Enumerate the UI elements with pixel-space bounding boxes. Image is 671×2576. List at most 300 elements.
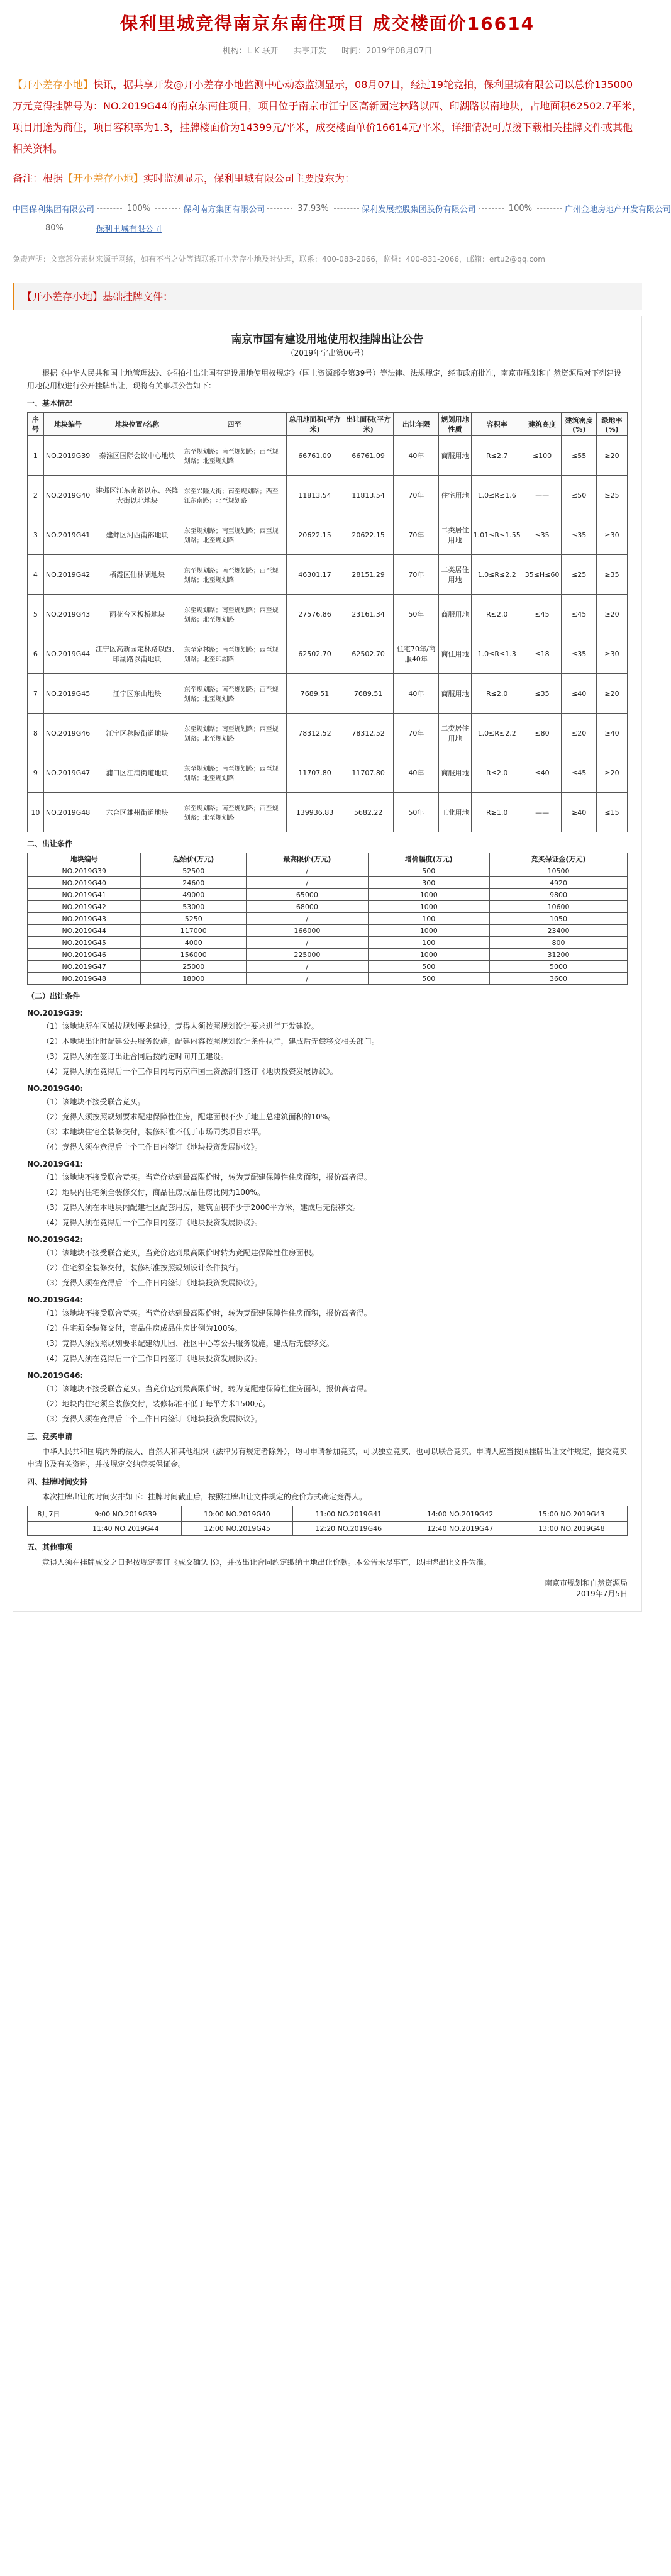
table-cell: ≤40: [523, 753, 562, 793]
table-row: [28, 515, 628, 555]
table-cell: 3600: [489, 973, 627, 985]
table-cell: 东至兴隆大街；南至规划路；西至江东南路；北至规划路: [182, 476, 286, 515]
table-cell: NO.2019G41: [43, 515, 92, 555]
table-cell: 12:00 NO.2019G45: [181, 1522, 292, 1536]
table-cell: R≥1.0: [471, 793, 523, 832]
doc-number: （2019年宁出第06号）: [286, 349, 369, 357]
table-cell: 9800: [489, 889, 627, 901]
table-row: [28, 901, 628, 913]
table-row: [28, 793, 628, 832]
table-row: [28, 913, 628, 925]
note-text: 实时监测显示，保利里城有限公司主要股东为：: [143, 172, 355, 184]
share-percent: 100%: [127, 204, 151, 213]
table-cell: 浦口区江浦街道地块: [92, 753, 182, 793]
table-cell: 12:20 NO.2019G46: [293, 1522, 404, 1536]
doc-section-heading: （二）出让条件: [27, 992, 80, 1000]
table-cell: /: [247, 877, 368, 889]
table-cell: 商服用地: [439, 753, 471, 793]
table-cell: 78312.52: [287, 714, 343, 753]
column-header: 序号: [28, 413, 44, 436]
table-cell: ≤35: [523, 515, 562, 555]
table-cell: 东至规划路；南至规划路；西至规划路；北至规划路: [182, 595, 286, 634]
disclaimer: 免责声明：文章部分素材来源于网络，如有不当之处等请联系开小差存小地及时处理，联系：400-083-2066，监督：400-831-2066，邮箱：ertu2@qq.com: [13, 247, 642, 271]
table-cell: 500: [368, 961, 489, 973]
table-cell: 25000: [141, 961, 247, 973]
table-cell: R≤2.0: [471, 595, 523, 634]
column-header: 地块位置/名称: [92, 413, 182, 436]
table-cell: 7689.51: [343, 674, 393, 714]
table-cell: NO.2019G48: [43, 793, 92, 832]
column-header: 容积率: [471, 413, 523, 436]
table-cell: 1.01≤R≤1.55: [471, 515, 523, 555]
table-cell: 52500: [141, 865, 247, 877]
doc-section-heading: 四、挂牌时间安排: [27, 1477, 88, 1486]
table-cell: /: [247, 865, 368, 877]
table-cell: 工业用地: [439, 793, 471, 832]
table-cell: ≤40: [562, 674, 597, 714]
table-cell: 156000: [141, 949, 247, 961]
table-cell: 江宁区高新园定林路以西、印湖路以南地块: [92, 634, 182, 674]
table-cell: ≤45: [523, 595, 562, 634]
table-cell: 65000: [247, 889, 368, 901]
table-cell: 东至规划路；南至规划路；西至规划路；北至规划路: [182, 753, 286, 793]
plot-condition: （3）竞得人须在竞得后十个工作日内签订《地块投资发展协议》。: [42, 1279, 262, 1287]
table-cell: 24600: [141, 877, 247, 889]
table-cell: 1.0≤R≤2.2: [471, 714, 523, 753]
table-cell: 东至规划路；南至规划路；西至规划路；北至规划路: [182, 555, 286, 595]
shareholder-link[interactable]: 中国保利集团有限公司: [13, 205, 95, 215]
table-row: [28, 961, 628, 973]
table-row: [28, 476, 628, 515]
table-row: [28, 925, 628, 937]
table-cell: ≥40: [562, 793, 597, 832]
plot-condition: （3）竞得人须在本地块内配建社区配套用房，建筑面积不少于2000平方米，建成后无偿移交。: [42, 1203, 361, 1212]
table-cell: ≥20: [597, 436, 628, 476]
table-header-row: [28, 413, 628, 436]
table-cell: ≥25: [597, 476, 628, 515]
doc-paragraph: 竞得人须在挂牌成交之日起按规定签订《成交确认书》，并按出让合同约定缴纳土地出让价款。本公告未尽事宜，以挂牌出让文件为准。: [42, 1558, 492, 1567]
plot-name: NO.2019G40:: [27, 1084, 84, 1093]
table-cell: 4920: [489, 877, 627, 889]
table-cell: 78312.52: [343, 714, 393, 753]
table-cell: ≥30: [597, 634, 628, 674]
notice-document: [13, 316, 642, 1612]
meta-org: 机构：L K 联开: [222, 47, 279, 56]
table-cell: ≤80: [523, 714, 562, 753]
chain-line: [479, 208, 504, 209]
plot-condition: （3）竞得人须按照规划要求配建幼儿园、社区中心等公共服务设施，建成后无偿移交。: [42, 1339, 334, 1348]
column-header: 增价幅度(万元): [368, 853, 489, 865]
table-cell: 40年: [394, 674, 439, 714]
table-cell: ≥20: [597, 595, 628, 634]
plot-condition: （3）竞得人须在签订出让合同后按约定时间开工建设。: [42, 1052, 228, 1061]
table-cell: 商服用地: [439, 595, 471, 634]
table-cell: 23400: [489, 925, 627, 937]
meta-time: 时间：2019年08月07日: [341, 47, 433, 56]
column-header: 建筑密度(%): [562, 413, 597, 436]
column-header: 地块编号: [43, 413, 92, 436]
table-cell: 66761.09: [287, 436, 343, 476]
table-cell: NO.2019G39: [28, 865, 141, 877]
chain-line: [155, 208, 180, 209]
table-cell: 5682.22: [343, 793, 393, 832]
table-cell: 1000: [368, 949, 489, 961]
table-cell: NO.2019G41: [28, 889, 141, 901]
table-cell: R≤2.0: [471, 674, 523, 714]
table-cell: NO.2019G45: [43, 674, 92, 714]
table-cell: 东至规划路；南至规划路；西至规划路；北至规划路: [182, 674, 286, 714]
table-cell: 62502.70: [343, 634, 393, 674]
table-cell: R≤2.7: [471, 436, 523, 476]
table-cell: 1: [28, 436, 44, 476]
table-header-row: [28, 853, 628, 865]
table-cell: NO.2019G48: [28, 973, 141, 985]
table-cell: ≤45: [562, 753, 597, 793]
table-cell: 11813.54: [287, 476, 343, 515]
table-cell: 建邺区江东南路以东、兴隆大街以北地块: [92, 476, 182, 515]
table-cell: 11707.80: [343, 753, 393, 793]
table-cell: 5250: [141, 913, 247, 925]
table-cell: 15:00 NO.2019G43: [516, 1506, 627, 1522]
table-cell: 70年: [394, 555, 439, 595]
table-cell: 10600: [489, 901, 627, 913]
table-cell: ≤100: [523, 436, 562, 476]
table-cell: 46301.17: [287, 555, 343, 595]
table-cell: /: [247, 973, 368, 985]
table-cell: 300: [368, 877, 489, 889]
table-cell: ≤15: [597, 793, 628, 832]
table-cell: 62502.70: [287, 634, 343, 674]
table-row: [28, 973, 628, 985]
note-pre: 备注：根据: [13, 172, 64, 184]
note-label: 【开小差存小地】: [63, 172, 144, 184]
plot-name: NO.2019G41:: [27, 1160, 84, 1168]
table-cell: 东至规划路；南至规划路；西至规划路；北至规划路: [182, 436, 286, 476]
column-header: 地块编号: [28, 853, 141, 865]
table-cell: ≤18: [523, 634, 562, 674]
land-table: [27, 412, 628, 832]
column-header: 起始价(万元): [141, 853, 247, 865]
doc-section-heading: 三、竞买申请: [27, 1432, 73, 1441]
table-cell: 139936.83: [287, 793, 343, 832]
table-cell: 31200: [489, 949, 627, 961]
table-cell: 500: [368, 865, 489, 877]
table-cell: 商住用地: [439, 634, 471, 674]
table-cell: 23161.34: [343, 595, 393, 634]
table-cell: NO.2019G44: [28, 925, 141, 937]
plot-condition: （1）该地块所在区域按规划要求建设，竞得人须按照规划设计要求进行开发建设。: [42, 1022, 319, 1031]
table-cell: 18000: [141, 973, 247, 985]
table-cell: 六合区雄州街道地块: [92, 793, 182, 832]
footer-date: 2019年7月5日: [576, 1589, 628, 1598]
table-cell: NO.2019G46: [43, 714, 92, 753]
table-cell: 商服用地: [439, 674, 471, 714]
column-header: 建筑高度: [523, 413, 562, 436]
chain-line: [97, 208, 122, 209]
table-row: [28, 937, 628, 949]
table-cell: 11:40 NO.2019G44: [70, 1522, 181, 1536]
table-cell: ——: [523, 793, 562, 832]
table-cell: 50年: [394, 793, 439, 832]
plot-condition: （2）地块内住宅须全装修交付，商品住房成品住房比例为100%。: [42, 1188, 265, 1197]
note-paragraph: [13, 170, 642, 188]
table-cell: ≤35: [562, 515, 597, 555]
shareholder-link[interactable]: 广州金地房地产开发有限公司: [564, 205, 671, 215]
share-percent: 37.93%: [297, 204, 329, 213]
table-cell: 住宅用地: [439, 476, 471, 515]
table-row: [28, 1522, 628, 1536]
table-cell: 50年: [394, 595, 439, 634]
table-cell: 4000: [141, 937, 247, 949]
table-cell: 建邺区河西南部地块: [92, 515, 182, 555]
table-cell: 100: [368, 913, 489, 925]
table-cell: 1.0≤R≤2.2: [471, 555, 523, 595]
table-cell: 49000: [141, 889, 247, 901]
table-cell: ≤25: [562, 555, 597, 595]
table-row: [28, 865, 628, 877]
table-cell: NO.2019G40: [28, 877, 141, 889]
table-cell: 100: [368, 937, 489, 949]
column-header: 四至: [182, 413, 286, 436]
plot-name: NO.2019G44:: [27, 1296, 84, 1304]
table-cell: 9:00 NO.2019G39: [70, 1506, 181, 1522]
table-cell: [28, 1522, 70, 1536]
column-header: 最高限价(万元): [247, 853, 368, 865]
table-cell: 14:00 NO.2019G42: [404, 1506, 516, 1522]
table-cell: 江宁区东山地块: [92, 674, 182, 714]
plot-condition: （2）地块内住宅须全装修交付，装修标准不低于每平方米1500元。: [42, 1399, 270, 1408]
page-title: 保利里城竞得南京东南住项目 成交楼面价16614: [119, 13, 535, 34]
schedule-table-body: [28, 1506, 628, 1536]
plot-condition: （2）住宅须全装修交付，商品住房成品住房比例为100%。: [42, 1324, 242, 1333]
doc-section-heading: 一、基本情况: [27, 399, 73, 408]
table-cell: 11813.54: [343, 476, 393, 515]
plot-conditions: [27, 1009, 628, 1425]
table-cell: 1000: [368, 889, 489, 901]
table-cell: ≤55: [562, 436, 597, 476]
table-row: [28, 889, 628, 901]
shareholder-row: [13, 203, 671, 215]
plot-condition: （2）竞得人须按照规划要求配建保障性住房，配建面积不少于地上总建筑面积的10%。: [42, 1112, 336, 1121]
doc-section-heading: 五、其他事项: [27, 1543, 73, 1552]
table-cell: 800: [489, 937, 627, 949]
table-cell: 5000: [489, 961, 627, 973]
plot-condition: （4）竞得人须在竞得后十个工作日内签订《地块投资发展协议》。: [42, 1354, 262, 1363]
column-header: 竞买保证金(万元): [489, 853, 627, 865]
shareholder-chain: [13, 199, 671, 238]
table-cell: ≥20: [597, 753, 628, 793]
plot-name: NO.2019G42:: [27, 1235, 84, 1244]
table-cell: 住宅70年/商服40年: [394, 634, 439, 674]
plot-condition: （1）该地块不接受联合竞买，当竞价达到最高限价时转为竞配建保障性住房面积。: [42, 1248, 319, 1257]
table-row: [28, 436, 628, 476]
table-cell: ≤50: [562, 476, 597, 515]
schedule-table: [27, 1506, 628, 1536]
table-cell: 20622.15: [343, 515, 393, 555]
doc-title: 南京市国有建设用地使用权挂牌出让公告: [231, 333, 424, 346]
table-cell: 225000: [247, 949, 368, 961]
bid-table: [27, 853, 628, 985]
table-row: [28, 595, 628, 634]
column-header: 出让年限: [394, 413, 439, 436]
table-cell: 166000: [247, 925, 368, 937]
column-header: 规划用地性质: [439, 413, 471, 436]
doc-section-heading: 二、出让条件: [27, 839, 73, 848]
table-cell: NO.2019G47: [43, 753, 92, 793]
intro-paragraph: [13, 74, 642, 160]
table-cell: 5: [28, 595, 44, 634]
table-cell: 117000: [141, 925, 247, 937]
table-cell: ≤35: [523, 674, 562, 714]
plot-condition: （3）本地块住宅全装修交付，装修标准不低于市场同类项目水平。: [42, 1128, 266, 1136]
table-cell: NO.2019G45: [28, 937, 141, 949]
table-cell: 11:00 NO.2019G41: [293, 1506, 404, 1522]
plot-condition: （4）竞得人须在竞得后十个工作日内签订《地块投资发展协议》。: [42, 1143, 262, 1151]
table-cell: 10:00 NO.2019G40: [181, 1506, 292, 1522]
table-cell: 70年: [394, 515, 439, 555]
table-cell: 东至规划路；南至规划路；西至规划路；北至规划路: [182, 793, 286, 832]
table-cell: NO.2019G40: [43, 476, 92, 515]
table-cell: NO.2019G46: [28, 949, 141, 961]
table-cell: 3: [28, 515, 44, 555]
table-cell: NO.2019G42: [43, 555, 92, 595]
table-cell: /: [247, 913, 368, 925]
chain-line: [334, 208, 359, 209]
footer-org: 南京市规划和自然资源局: [544, 1579, 628, 1588]
table-cell: ——: [523, 476, 562, 515]
plot-condition: （1）该地块不接受联合竞买。当竞价达到最高限价时，转为竞配建保障性住房面积，报价高者得。: [42, 1309, 372, 1318]
table-cell: 27576.86: [287, 595, 343, 634]
table-cell: NO.2019G39: [43, 436, 92, 476]
table-cell: NO.2019G42: [28, 901, 141, 913]
table-cell: 二类居住用地: [439, 714, 471, 753]
table-row: [28, 753, 628, 793]
plot-name: NO.2019G39:: [27, 1009, 84, 1017]
table-cell: 70年: [394, 714, 439, 753]
table-row: [28, 714, 628, 753]
table-row: [28, 634, 628, 674]
share-percent: 80%: [45, 223, 64, 233]
table-cell: NO.2019G44: [43, 634, 92, 674]
plot-name: NO.2019G46:: [27, 1371, 84, 1380]
column-header: 出让面积(平方米): [343, 413, 393, 436]
table-cell: 二类居住用地: [439, 515, 471, 555]
table-cell: 雨花台区板桥地块: [92, 595, 182, 634]
table-cell: NO.2019G43: [28, 913, 141, 925]
doc-paragraph: 中华人民共和国境内外的法人、自然人和其他组织（法律另有规定者除外），均可申请参加竞买，可以独立竞买，也可以联合竞买。申请人应当按照挂牌出让文件规定，提交竞买申请书及有关资料，并按规定交纳竞买保证金。: [27, 1447, 628, 1469]
chain-line: [267, 208, 292, 209]
table-cell: 东至规划路；南至规划路；西至规划路；北至规划路: [182, 714, 286, 753]
table-row: [28, 555, 628, 595]
meta-bar: [13, 40, 642, 64]
doc-paragraph: 本次挂牌出让的时间安排如下：挂牌时间截止后，按照挂牌出让文件规定的竞价方式确定竞得人。: [42, 1492, 367, 1501]
table-cell: 10500: [489, 865, 627, 877]
chain-line: [537, 208, 562, 209]
table-cell: 20622.15: [287, 515, 343, 555]
table-cell: NO.2019G43: [43, 595, 92, 634]
page: [13, 0, 671, 1612]
meta-tagline: 共享开发: [293, 47, 326, 56]
table-cell: 东至规划路；南至规划路；西至规划路；北至规划路: [182, 515, 286, 555]
table-cell: 7689.51: [287, 674, 343, 714]
column-header: 绿地率(%): [597, 413, 628, 436]
table-cell: 江宁区秣陵街道地块: [92, 714, 182, 753]
column-header: 总用地面积(平方米): [287, 413, 343, 436]
plot-condition: （2）住宅须全装修交付，装修标准按照规划设计条件执行。: [42, 1263, 243, 1272]
table-cell: 68000: [247, 901, 368, 913]
table-cell: 二类居住用地: [439, 555, 471, 595]
table-cell: 东至定林路；南至规划路；西至规划路；北至印湖路: [182, 634, 286, 674]
table-cell: 10: [28, 793, 44, 832]
table-cell: ≥30: [597, 515, 628, 555]
table-row: [28, 877, 628, 889]
table-row: [28, 949, 628, 961]
table-cell: R≤2.0: [471, 753, 523, 793]
table-row: [28, 1506, 628, 1522]
table-cell: NO.2019G47: [28, 961, 141, 973]
table-cell: ≥40: [597, 714, 628, 753]
bid-table-body: [28, 865, 628, 985]
table-row: [28, 674, 628, 714]
table-cell: /: [247, 937, 368, 949]
table-cell: ≥20: [597, 674, 628, 714]
table-cell: 40年: [394, 753, 439, 793]
table-cell: 秦淮区国际会议中心地块: [92, 436, 182, 476]
table-cell: 11707.80: [287, 753, 343, 793]
table-cell: 商服用地: [439, 436, 471, 476]
land-table-body: [28, 436, 628, 832]
table-cell: 500: [368, 973, 489, 985]
table-cell: 2: [28, 476, 44, 515]
table-cell: 13:00 NO.2019G48: [516, 1522, 627, 1536]
table-cell: 6: [28, 634, 44, 674]
intro-text: 快讯，据共享开发@开小差存小地监测中心动态监测显示，08月07日，经过19轮竞拍，保利里城有限公司以总价135000万元竞得挂牌号为：NO.2019G44的南京东南住项目，项目位于南京市江宁区高新园定林路以西、印湖路以南地块，占地面积62502.7平米，项目用途为商住，项目容积率为1.3，挂牌楼面价为14399元/平米，成交楼面单价16614元/平米，详细情况可点拨下载相关挂牌文件或其他相关资料。: [13, 79, 642, 155]
table-cell: 8月7日: [28, 1506, 70, 1522]
table-cell: 4: [28, 555, 44, 595]
plot-condition: （4）竞得人须在竞得后十个工作日内与南京市国土资源部门签订《地块投资发展协议》。: [42, 1067, 338, 1076]
table-cell: 1.0≤R≤1.3: [471, 634, 523, 674]
shareholder-row: [13, 222, 162, 234]
table-cell: 7: [28, 674, 44, 714]
table-cell: 66761.09: [343, 436, 393, 476]
table-cell: 40年: [394, 436, 439, 476]
table-cell: 28151.29: [343, 555, 393, 595]
table-cell: ≤45: [562, 595, 597, 634]
share-percent: 100%: [508, 204, 532, 213]
table-cell: 35≤H≤60: [523, 555, 562, 595]
table-cell: 53000: [141, 901, 247, 913]
section-heading: 【开小差存小地】基础挂牌文件：: [13, 283, 642, 310]
plot-condition: （1）该地块不接受联合竞买。当竞价达到最高限价时，转为竞配建保障性住房面积，报价高者得。: [42, 1173, 372, 1182]
table-cell: 12:40 NO.2019G47: [404, 1522, 516, 1536]
plot-condition: （1）该地块不接受联合竞买。当竞价达到最高限价时，转为竞配建保障性住房面积，报价高者得。: [42, 1384, 372, 1393]
table-cell: 8: [28, 714, 44, 753]
doc-paragraph: 根据《中华人民共和国土地管理法》、《招拍挂出让国有建设用地使用权规定》（国土资源部令第39号）等法律、法规规定，经市政府批准，南京市规划和自然资源局对下列建设用地使用权进行公开挂牌出让，现将有关事项公告如下：: [27, 369, 622, 390]
shareholder-link[interactable]: 保利发展控股集团股份有限公司: [361, 205, 476, 215]
intro-label: 【开小差存小地】: [13, 79, 94, 91]
plot-condition: （2）本地块出让时配建公共服务设施，配建内容按照规划设计条件执行，建成后无偿移交相关部门。: [42, 1037, 379, 1046]
shareholder-link[interactable]: 保利里城有限公司: [96, 225, 162, 234]
shareholder-link[interactable]: 保利南方集团有限公司: [183, 205, 265, 215]
plot-condition: （4）竞得人须在竞得后十个工作日内签订《地块投资发展协议》。: [42, 1218, 262, 1227]
table-cell: 1050: [489, 913, 627, 925]
table-cell: 栖霞区仙林湖地块: [92, 555, 182, 595]
table-cell: ≤20: [562, 714, 597, 753]
table-cell: ≥35: [597, 555, 628, 595]
table-cell: 9: [28, 753, 44, 793]
table-cell: 70年: [394, 476, 439, 515]
table-cell: ≤35: [562, 634, 597, 674]
